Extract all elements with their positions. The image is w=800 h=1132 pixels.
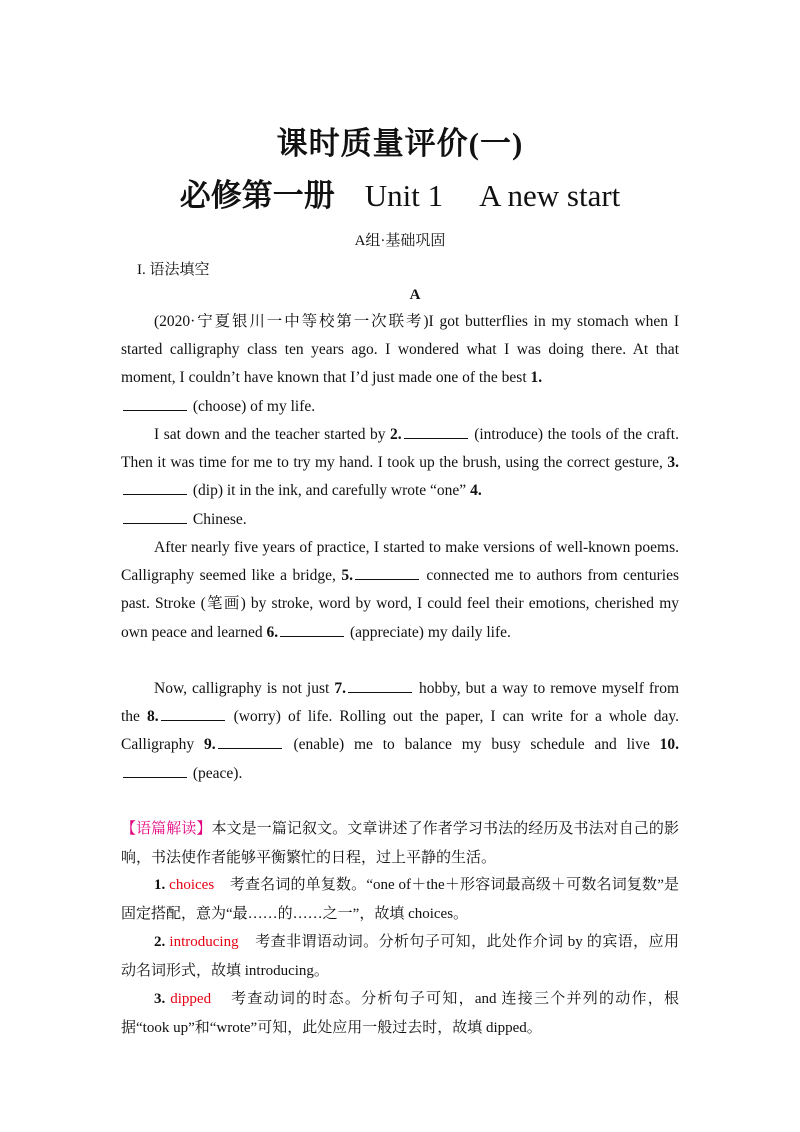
answer-blank (123, 395, 187, 411)
page-subtitle (0, 170, 800, 215)
blank-number: 5. (341, 567, 353, 585)
passage-text: (enable) me to balance my busy schedule and live (293, 736, 650, 754)
answer-blank (123, 762, 187, 778)
blank-number: 7. (334, 680, 346, 697)
passage-text: (dip) it in the ink, and carefully wrote “one” (192, 482, 467, 500)
passage-text: (appreciate) my daily life. (349, 623, 511, 641)
answer-number: 2. (154, 934, 166, 950)
section-heading: I. 语法填空 (137, 262, 210, 278)
passage-paragraph-2 (121, 421, 679, 534)
blank-number: 1. (530, 369, 543, 387)
passage-paragraph-3 (121, 534, 679, 647)
passage-text: (choose) of my life. (192, 397, 316, 415)
explanation-text: 考查名词的单复数。“one of＋the＋形容词最高级＋可数名词复数”是固定搭配，意为“最……的……之一”，故填 choices。 (121, 877, 680, 922)
passage-label: A (409, 287, 421, 303)
subtitle-book: 必修第一册 (179, 178, 335, 213)
passage-text: I got butterflies in my stomach when I started calligraphy class ten years ago. I wondered what I was doing there. At that moment, I couldn’t have known that I’d just made one of the best (121, 313, 679, 387)
answer-word: introducing (169, 934, 239, 950)
answer-number: 1. (154, 877, 166, 893)
subtitle-unit: Unit 1 (364, 178, 444, 213)
answer-blank (123, 479, 187, 495)
passage-text: After nearly five years of practice, I started to make versions of well-known poems. Calligraphy seemed like a bridge, (121, 539, 679, 585)
answer-blank (355, 564, 419, 580)
passage-paragraph-4 (121, 675, 679, 788)
answer-blank (280, 621, 344, 637)
passage-text: (peace). (192, 764, 243, 782)
blank-number: 6. (266, 623, 279, 641)
subtitle-topic: A new start (479, 178, 621, 213)
analysis-heading: 【语篇解读】 (121, 821, 212, 837)
passage-text: Chinese. (192, 510, 247, 528)
page-title: 课时质量评价(一) (276, 126, 524, 161)
blank-number: 3. (667, 454, 680, 472)
answer-blank (218, 733, 282, 749)
passage-text: (introduce) the tools of the craft. Then it was time for me to try my hand. I took up the brush, using the correct gesture, (121, 426, 679, 472)
explanation-text: 考查动词的时态。分析句子可知，and 连接三个并列的动作，根据“took up”和“wrote”可知，此处应用一般过去时，故填 dipped。 (121, 991, 679, 1036)
blank-number: 4. (470, 482, 482, 500)
answer-word: choices (169, 877, 215, 893)
passage-text: hobby, but a way to remove myself from the (121, 680, 680, 726)
passage-text: Now, calligraphy is not just (154, 680, 330, 697)
answer-explanation-3 (121, 985, 679, 1043)
answer-blank (404, 423, 468, 439)
explanation-text: 考查非谓语动词。分析句子可知，此处作介词 by 的宾语，应用动名词形式，故填 introducing。 (121, 934, 679, 979)
answer-explanation-2 (121, 928, 679, 986)
answer-number: 3. (154, 991, 166, 1007)
passage-analysis (121, 815, 679, 873)
answer-blank (348, 677, 412, 693)
answer-word: dipped (170, 991, 212, 1007)
passage-text: (worry) of life. Rolling out the paper, I can write for a whole day. Calligraphy (121, 708, 680, 754)
passage-paragraph-1 (121, 308, 679, 421)
blank-number: 9. (204, 736, 216, 754)
group-heading: A组·基础巩固 (354, 233, 446, 249)
blank-number: 2. (390, 426, 402, 443)
passage-text: connected me to authors from centuries past. Stroke (笔画) by stroke, word by word, I could feel their emotions, cherished my own peace and learned (121, 567, 679, 641)
passage-source: (2020·宁夏银川一中等校第一次联考) (154, 313, 429, 330)
blank-number: 10. (659, 736, 680, 754)
answer-blank (123, 508, 187, 524)
passage-text: I sat down and the teacher started by (154, 426, 386, 443)
blank-number: 8. (146, 708, 159, 726)
analysis-text: 本文是一篇记叙文。文章讲述了作者学习书法的经历及书法对自己的影响，书法使作者能够平衡繁忙的日程，过上平静的生活。 (121, 821, 679, 866)
answer-explanation-1 (121, 871, 679, 929)
answer-blank (161, 705, 225, 721)
